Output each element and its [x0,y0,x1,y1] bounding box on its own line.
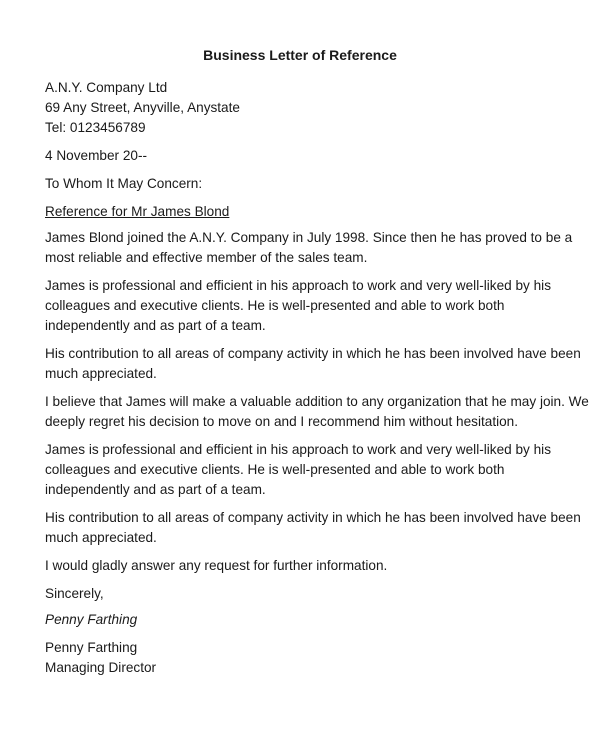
paragraph-line: His contribution to all areas of company activity in which he has been involved have been [45,510,581,525]
paragraph-line: colleagues and executive clients. He is well-presented and able to work both [45,462,505,477]
sender-phone: Tel: 0123456789 [45,120,146,135]
sender-street: 69 Any Street, Anyville, Anystate [45,100,240,115]
paragraph-line: I believe that James will make a valuable addition to any organization that he may join. We [45,394,589,409]
signer-block [45,638,565,678]
paragraph-line: His contribution to all areas of company activity in which he has been involved have been [45,346,581,361]
paragraph-line: I would gladly answer any request for further information. [45,558,388,573]
body-paragraph [45,556,565,576]
signer-name: Penny Farthing [45,640,138,655]
body-paragraph [45,228,573,268]
body-paragraph [45,344,581,384]
paragraph-line: colleagues and executive clients. He is well-presented and able to work both [45,298,505,313]
body-paragraph [45,276,565,336]
letter-body [45,78,589,678]
paragraph-line: independently and as part of a team. [45,318,266,333]
letter-closing [45,584,565,604]
sender-company: A.N.Y. Company Ltd [45,80,168,95]
signer-position: Managing Director [45,660,157,675]
body-paragraph [45,440,565,500]
letter-subject [45,202,565,222]
letter-date-text: 4 November 20-- [45,148,147,163]
paragraph-line: most reliable and effective member of the sales team. [45,250,368,265]
letter-closing-text: Sincerely, [45,586,104,601]
letter-date [45,146,565,166]
letter-greeting-text: To Whom It May Concern: [45,176,203,191]
paragraph-line: James is professional and efficient in his approach to work and very well-liked by his [45,278,551,293]
body-paragraph [45,392,589,432]
paragraph-line: James is professional and efficient in his approach to work and very well-liked by his [45,442,551,457]
signature [45,610,565,630]
paragraph-line: deeply regret his decision to move on and I recommend him without hesitation. [45,414,519,429]
paragraph-line: much appreciated. [45,366,157,381]
body-paragraph [45,508,581,548]
letter-greeting [45,174,565,194]
document-title: Business Letter of Reference [203,47,397,63]
paragraph-line: much appreciated. [45,530,157,545]
paragraph-line: independently and as part of a team. [45,482,266,497]
signature-text: Penny Farthing [45,612,138,627]
letter-subject-text: Reference for Mr James Blond [45,204,230,219]
paragraph-line: James Blond joined the A.N.Y. Company in July 1998. Since then he has proved to be a [45,230,573,245]
sender-address [45,78,565,138]
